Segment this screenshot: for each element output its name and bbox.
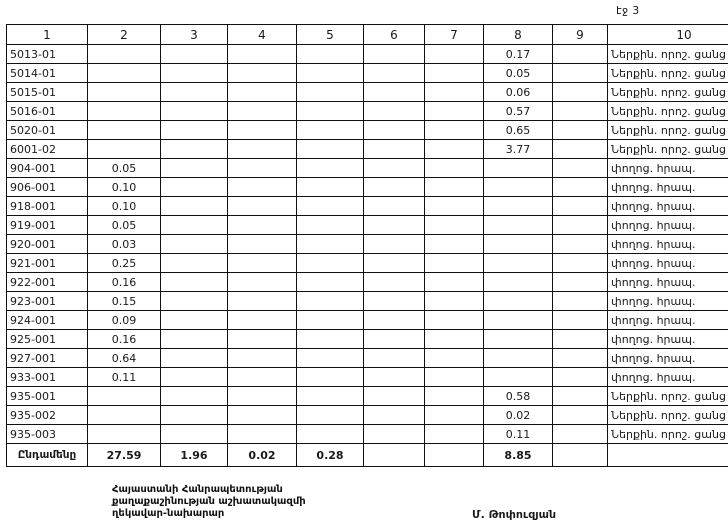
cell-col9	[553, 64, 608, 83]
cell-col9	[553, 311, 608, 330]
cell-description: Ներքին. որոշ. ցանց	[608, 406, 728, 425]
cell-col2: 0.16	[88, 273, 161, 292]
cell-description: փողոց. հրապ.	[608, 330, 728, 349]
cell-col9	[553, 292, 608, 311]
cell-col3	[161, 216, 228, 235]
cell-col4	[228, 330, 297, 349]
cell-col3	[161, 349, 228, 368]
cell-code: 918-001	[7, 197, 88, 216]
cell-col8	[484, 197, 553, 216]
cell-col5	[297, 159, 364, 178]
cell-col5	[297, 406, 364, 425]
cell-col4	[228, 121, 297, 140]
cell-col2	[88, 387, 161, 406]
cell-description	[608, 444, 728, 467]
cell-code: Ընդամենը	[7, 444, 88, 467]
cell-col7	[425, 121, 484, 140]
cell-description: Ներքին. որոշ. ցանց	[608, 140, 728, 159]
footer-line-1: Հայաստանի Հանրապետության	[112, 484, 283, 495]
table-row	[7, 349, 728, 368]
footer-block	[112, 484, 306, 520]
cell-description: փողոց. հրապ.	[608, 197, 728, 216]
cell-col5	[297, 178, 364, 197]
cell-col3	[161, 235, 228, 254]
table-row	[7, 121, 728, 140]
cell-col8	[484, 311, 553, 330]
cell-col6	[364, 406, 425, 425]
cell-col6	[364, 45, 425, 64]
cell-col7	[425, 254, 484, 273]
cell-col3	[161, 197, 228, 216]
column-header-10: 10	[608, 25, 728, 45]
cell-code: 935-002	[7, 406, 88, 425]
cell-col4	[228, 45, 297, 64]
cell-col2: 0.05	[88, 216, 161, 235]
cell-col5	[297, 292, 364, 311]
cell-col9	[553, 444, 608, 467]
cell-col9	[553, 178, 608, 197]
page-number: էջ 3	[616, 4, 640, 17]
data-table	[6, 24, 728, 467]
cell-col9	[553, 45, 608, 64]
cell-col6	[364, 273, 425, 292]
cell-col7	[425, 311, 484, 330]
cell-col3	[161, 292, 228, 311]
cell-code: 933-001	[7, 368, 88, 387]
cell-col6	[364, 311, 425, 330]
cell-description: փողոց. հրապ.	[608, 349, 728, 368]
cell-col7	[425, 425, 484, 444]
cell-col3	[161, 178, 228, 197]
cell-col6	[364, 254, 425, 273]
cell-col6	[364, 159, 425, 178]
cell-col5	[297, 273, 364, 292]
cell-col7	[425, 45, 484, 64]
cell-col7	[425, 387, 484, 406]
footer-line-2: քաղաքաշինության աշխատակազմի	[112, 496, 306, 507]
cell-col8: 8.85	[484, 444, 553, 467]
cell-col6	[364, 425, 425, 444]
cell-col9	[553, 83, 608, 102]
cell-col7	[425, 216, 484, 235]
cell-col7	[425, 235, 484, 254]
column-header-6: 6	[364, 25, 425, 45]
table-row	[7, 330, 728, 349]
cell-code: 935-001	[7, 387, 88, 406]
cell-col5	[297, 216, 364, 235]
cell-col9	[553, 387, 608, 406]
cell-col2: 27.59	[88, 444, 161, 467]
table-row	[7, 235, 728, 254]
cell-col4	[228, 178, 297, 197]
cell-description: փողոց. հրապ.	[608, 235, 728, 254]
table-row	[7, 425, 728, 444]
cell-code: 5016-01	[7, 102, 88, 121]
cell-col2	[88, 121, 161, 140]
cell-col2: 0.03	[88, 235, 161, 254]
table-total-row	[7, 444, 728, 467]
cell-code: 906-001	[7, 178, 88, 197]
cell-col4	[228, 64, 297, 83]
cell-col7	[425, 197, 484, 216]
cell-col8	[484, 254, 553, 273]
cell-description: Ներքին. որոշ. ցանց	[608, 102, 728, 121]
cell-description: փողոց. հրապ.	[608, 368, 728, 387]
cell-col8	[484, 235, 553, 254]
cell-code: 919-001	[7, 216, 88, 235]
cell-col7	[425, 178, 484, 197]
cell-col2	[88, 406, 161, 425]
cell-col6	[364, 140, 425, 159]
table-row	[7, 140, 728, 159]
cell-description: փողոց. հրապ.	[608, 159, 728, 178]
cell-col5	[297, 140, 364, 159]
cell-col2: 0.10	[88, 197, 161, 216]
cell-col8	[484, 330, 553, 349]
cell-col5	[297, 64, 364, 83]
cell-col7	[425, 64, 484, 83]
cell-col6	[364, 387, 425, 406]
table-row	[7, 216, 728, 235]
table-header-row	[7, 25, 728, 45]
cell-col9	[553, 159, 608, 178]
column-header-2: 2	[88, 25, 161, 45]
cell-col5: 0.28	[297, 444, 364, 467]
cell-col5	[297, 330, 364, 349]
cell-description: փողոց. հրապ.	[608, 216, 728, 235]
cell-col4	[228, 387, 297, 406]
cell-col5	[297, 102, 364, 121]
cell-col6	[364, 349, 425, 368]
cell-col7	[425, 330, 484, 349]
cell-col9	[553, 425, 608, 444]
cell-col3	[161, 121, 228, 140]
cell-col9	[553, 197, 608, 216]
cell-col5	[297, 83, 364, 102]
cell-col8: 3.77	[484, 140, 553, 159]
cell-description: Ներքին. որոշ. ցանց	[608, 387, 728, 406]
cell-col3	[161, 273, 228, 292]
cell-col7	[425, 444, 484, 467]
cell-col6	[364, 444, 425, 467]
cell-col8: 0.17	[484, 45, 553, 64]
cell-col6	[364, 121, 425, 140]
cell-col4	[228, 159, 297, 178]
table-row	[7, 178, 728, 197]
cell-col4	[228, 235, 297, 254]
cell-col2: 0.15	[88, 292, 161, 311]
cell-col4	[228, 102, 297, 121]
cell-col5	[297, 121, 364, 140]
cell-col8: 0.06	[484, 83, 553, 102]
cell-col2: 0.25	[88, 254, 161, 273]
column-header-9: 9	[553, 25, 608, 45]
table-row	[7, 311, 728, 330]
cell-col3	[161, 406, 228, 425]
cell-col2: 0.09	[88, 311, 161, 330]
cell-col8: 0.02	[484, 406, 553, 425]
cell-col9	[553, 349, 608, 368]
cell-col4	[228, 311, 297, 330]
cell-description: փողոց. հրապ.	[608, 273, 728, 292]
cell-description: Ներքին. որոշ. ցանց	[608, 64, 728, 83]
cell-col8	[484, 349, 553, 368]
cell-col8: 0.57	[484, 102, 553, 121]
cell-col3	[161, 425, 228, 444]
cell-col5	[297, 197, 364, 216]
cell-col2: 0.05	[88, 159, 161, 178]
cell-col4	[228, 368, 297, 387]
cell-code: 920-001	[7, 235, 88, 254]
cell-description: Ներքին. որոշ. ցանց	[608, 425, 728, 444]
cell-col2: 0.10	[88, 178, 161, 197]
cell-col2	[88, 140, 161, 159]
cell-col8	[484, 178, 553, 197]
table-row	[7, 45, 728, 64]
cell-col2	[88, 64, 161, 83]
cell-code: 922-001	[7, 273, 88, 292]
cell-col9	[553, 254, 608, 273]
cell-col8	[484, 159, 553, 178]
table-body	[7, 45, 728, 467]
cell-col6	[364, 178, 425, 197]
cell-col9	[553, 330, 608, 349]
cell-col3	[161, 140, 228, 159]
cell-col5	[297, 235, 364, 254]
cell-code: 935-003	[7, 425, 88, 444]
cell-col8	[484, 273, 553, 292]
cell-col5	[297, 425, 364, 444]
cell-col2	[88, 45, 161, 64]
cell-col9	[553, 368, 608, 387]
cell-col9	[553, 121, 608, 140]
cell-code: 921-001	[7, 254, 88, 273]
cell-code: 5013-01	[7, 45, 88, 64]
cell-description: փողոց. հրապ.	[608, 311, 728, 330]
cell-col3	[161, 102, 228, 121]
cell-col9	[553, 140, 608, 159]
cell-col5	[297, 254, 364, 273]
cell-col7	[425, 83, 484, 102]
cell-col3	[161, 45, 228, 64]
cell-col4	[228, 273, 297, 292]
cell-description: Ներքին. որոշ. ցանց	[608, 83, 728, 102]
cell-col7	[425, 159, 484, 178]
column-header-1: 1	[7, 25, 88, 45]
cell-col4: 0.02	[228, 444, 297, 467]
cell-col2: 0.11	[88, 368, 161, 387]
table-row	[7, 83, 728, 102]
table-row	[7, 159, 728, 178]
cell-col6	[364, 64, 425, 83]
cell-col8	[484, 368, 553, 387]
cell-col4	[228, 349, 297, 368]
cell-col4	[228, 254, 297, 273]
table-row	[7, 368, 728, 387]
cell-col4	[228, 197, 297, 216]
cell-col3	[161, 64, 228, 83]
cell-col9	[553, 102, 608, 121]
cell-col4	[228, 425, 297, 444]
cell-col2	[88, 83, 161, 102]
cell-col7	[425, 406, 484, 425]
cell-col5	[297, 368, 364, 387]
cell-col6	[364, 216, 425, 235]
cell-description: փողոց. հրապ.	[608, 254, 728, 273]
cell-col5	[297, 311, 364, 330]
cell-col3	[161, 330, 228, 349]
cell-col6	[364, 197, 425, 216]
table-row	[7, 292, 728, 311]
table-row	[7, 254, 728, 273]
cell-col8: 0.65	[484, 121, 553, 140]
cell-col3	[161, 254, 228, 273]
cell-col3	[161, 159, 228, 178]
cell-description: փողոց. հրապ.	[608, 178, 728, 197]
cell-col7	[425, 292, 484, 311]
column-header-8: 8	[484, 25, 553, 45]
cell-col8	[484, 216, 553, 235]
signature-name: Մ. Թոփուզյան	[472, 508, 557, 521]
cell-col2: 0.16	[88, 330, 161, 349]
cell-code: 6001-02	[7, 140, 88, 159]
table-row	[7, 406, 728, 425]
cell-col7	[425, 368, 484, 387]
cell-col5	[297, 45, 364, 64]
cell-col6	[364, 102, 425, 121]
cell-col8: 0.11	[484, 425, 553, 444]
cell-col9	[553, 235, 608, 254]
cell-col8	[484, 292, 553, 311]
cell-col9	[553, 406, 608, 425]
cell-col6	[364, 368, 425, 387]
cell-col6	[364, 235, 425, 254]
cell-col5	[297, 349, 364, 368]
cell-code: 904-001	[7, 159, 88, 178]
cell-col5	[297, 387, 364, 406]
cell-col7	[425, 140, 484, 159]
cell-code: 925-001	[7, 330, 88, 349]
cell-col8: 0.05	[484, 64, 553, 83]
cell-col7	[425, 349, 484, 368]
cell-code: 5020-01	[7, 121, 88, 140]
cell-col7	[425, 102, 484, 121]
cell-col2	[88, 102, 161, 121]
cell-col4	[228, 83, 297, 102]
cell-col6	[364, 292, 425, 311]
table-header	[7, 25, 728, 45]
cell-code: 5014-01	[7, 64, 88, 83]
cell-col6	[364, 330, 425, 349]
cell-col4	[228, 216, 297, 235]
cell-col4	[228, 406, 297, 425]
cell-code: 924-001	[7, 311, 88, 330]
cell-description: փողոց. հրապ.	[608, 292, 728, 311]
cell-col9	[553, 273, 608, 292]
cell-col4	[228, 292, 297, 311]
column-header-3: 3	[161, 25, 228, 45]
table-row	[7, 273, 728, 292]
cell-description: Ներքին. որոշ. ցանց	[608, 45, 728, 64]
cell-col3	[161, 368, 228, 387]
cell-col7	[425, 273, 484, 292]
column-header-7: 7	[425, 25, 484, 45]
table-row	[7, 197, 728, 216]
table-row	[7, 64, 728, 83]
cell-col6	[364, 83, 425, 102]
cell-code: 5015-01	[7, 83, 88, 102]
table-row	[7, 102, 728, 121]
table-row	[7, 387, 728, 406]
cell-code: 923-001	[7, 292, 88, 311]
cell-col9	[553, 216, 608, 235]
column-header-5: 5	[297, 25, 364, 45]
cell-col3	[161, 387, 228, 406]
cell-col3	[161, 83, 228, 102]
cell-col8: 0.58	[484, 387, 553, 406]
cell-col2	[88, 425, 161, 444]
cell-col3	[161, 311, 228, 330]
cell-col4	[228, 140, 297, 159]
cell-col3: 1.96	[161, 444, 228, 467]
footer-line-3: ղեկավար-նախարար	[112, 508, 225, 519]
cell-description: Ներքին. որոշ. ցանց	[608, 121, 728, 140]
cell-code: 927-001	[7, 349, 88, 368]
cell-col2: 0.64	[88, 349, 161, 368]
column-header-4: 4	[228, 25, 297, 45]
